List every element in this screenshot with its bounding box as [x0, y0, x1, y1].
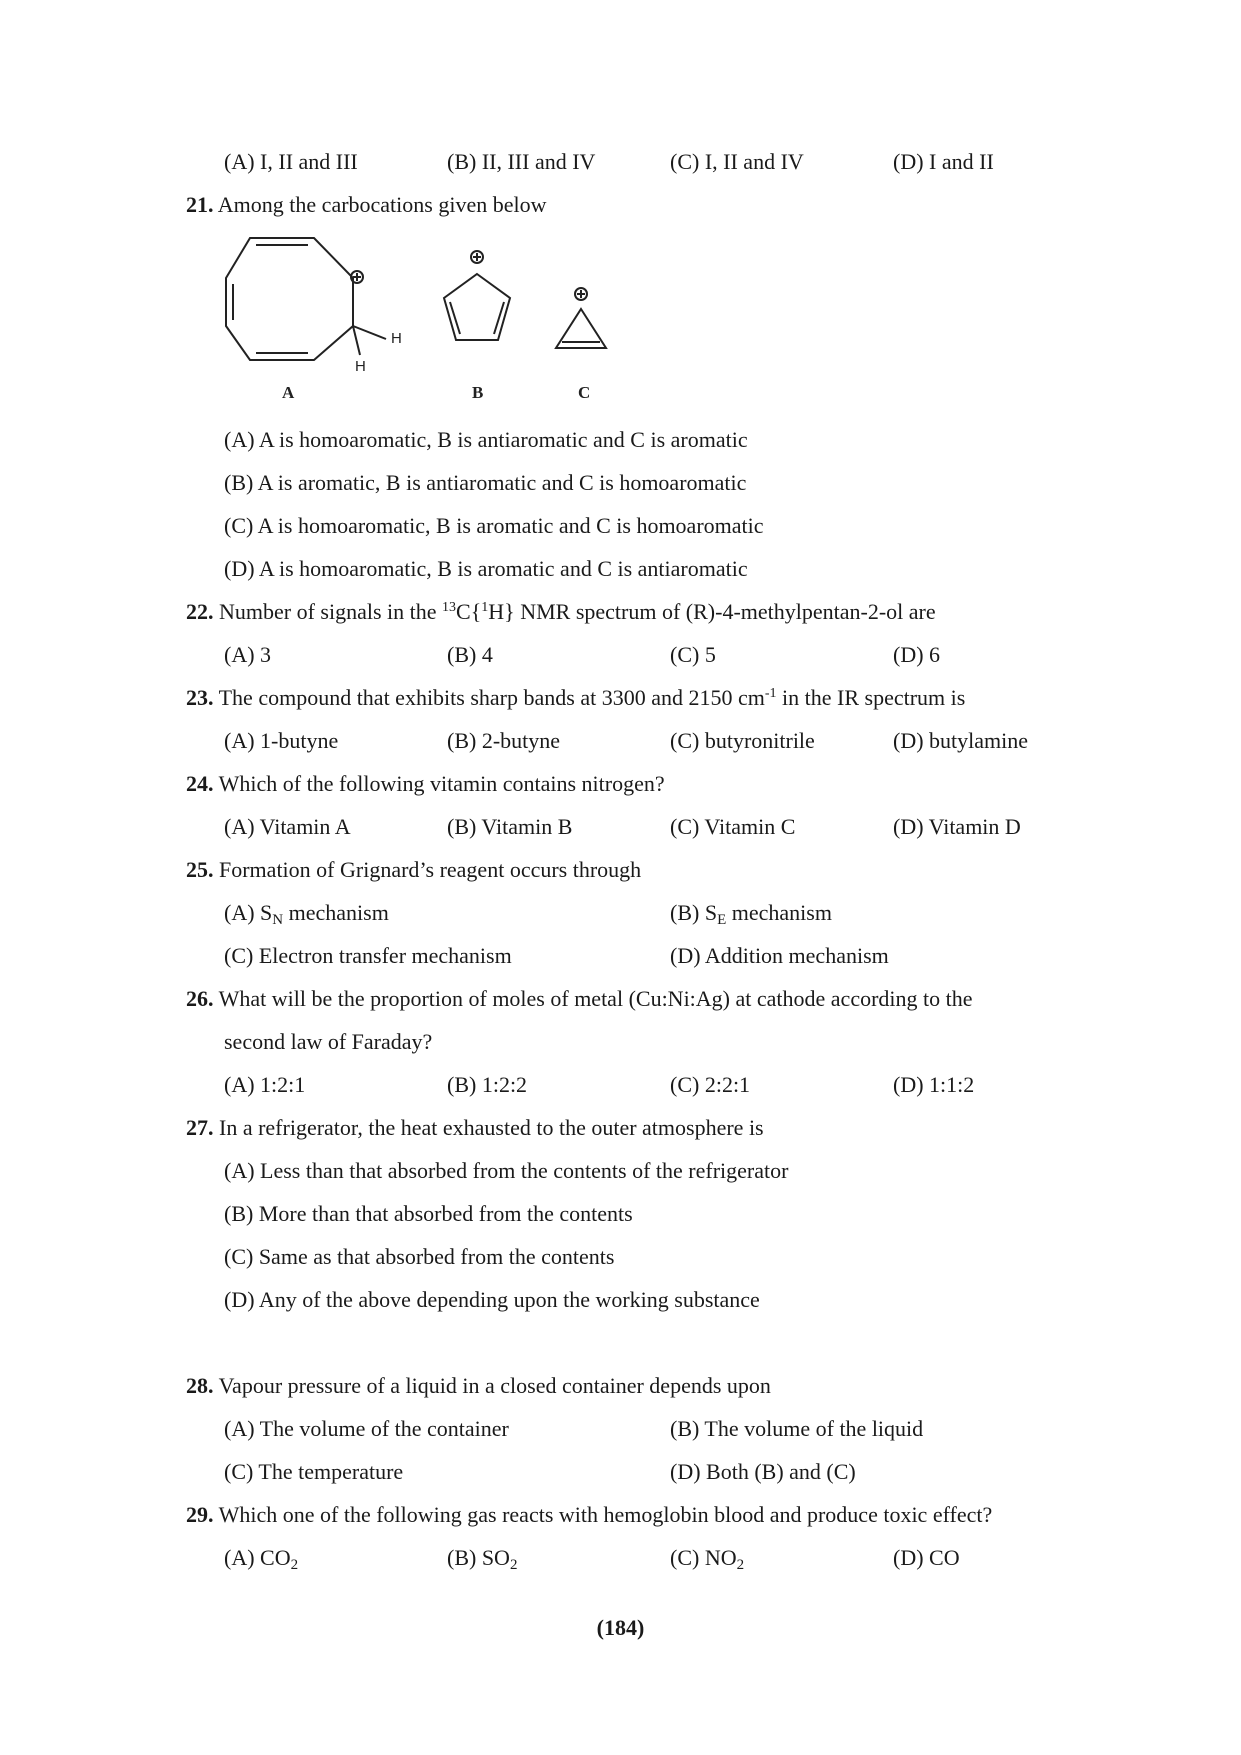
q23-option-b: (B) 2-butyne: [447, 728, 561, 753]
q21-option-c: (C) A is homoaromatic, B is aromatic and C is homoaromatic: [224, 513, 764, 538]
q25-option-b: (B) $S_E$ mechanism: [670, 900, 832, 928]
question-text: Among the carbocations given below: [217, 192, 547, 217]
q29-option-b: (B) $SO_2$: [447, 1545, 518, 1573]
q27-option-a: (A) Less than that absorbed from the contents of the refrigerator: [224, 1158, 789, 1183]
q21-option-d: (D) A is homoaromatic, B is aromatic and C is antiaromatic: [224, 556, 748, 581]
q26-option-d: (D) 1:1:2: [893, 1072, 975, 1097]
q28-option-d: (D) Both (B) and (C): [670, 1459, 856, 1484]
question-28: [186, 1375, 771, 1397]
q24-option-a: (A) Vitamin A: [224, 814, 351, 839]
prev-option-c: (C) I, II and IV: [670, 149, 804, 174]
prev-option-d: (D) I and II: [893, 149, 994, 174]
q26-option-b: (B) 1:2:2: [447, 1072, 528, 1097]
prev-option-b: (B) II, III and IV: [447, 149, 596, 174]
question-26-continued: second law of Faraday?: [224, 1029, 433, 1054]
hydrogen-label: H: [355, 358, 366, 375]
question-number: 27.: [186, 1115, 214, 1140]
page-number: (184): [596, 1615, 645, 1640]
question-number: 23.: [186, 685, 214, 710]
prev-option-a: (A) I, II and III: [224, 149, 358, 174]
q21-option-b: (B) A is aromatic, B is antiaromatic and C is homoaromatic: [224, 470, 747, 495]
question-24: [186, 773, 665, 795]
q29-option-c: (C) $NO_2$: [670, 1545, 745, 1573]
question-25: [186, 859, 641, 881]
q27-option-c: (C) Same as that absorbed from the contents: [224, 1244, 615, 1269]
question-26: [186, 988, 973, 1010]
q26-option-c: (C) 2:2:1: [670, 1072, 751, 1097]
cyclooctatriene-ring: [226, 238, 353, 360]
q29-option-a: (A) $CO_2$: [224, 1545, 299, 1573]
q23-option-a: (A) 1-butyne: [224, 728, 339, 753]
question-text: The compound that exhibits sharp bands at 3300 and 2150 $cm^{-1}$ in the IR spectrum is: [218, 685, 966, 710]
q24-option-d: (D) Vitamin D: [893, 814, 1021, 839]
question-text: Vapour pressure of a liquid in a closed container depends upon: [218, 1373, 771, 1398]
question-number: 24.: [186, 771, 214, 796]
q25-option-d: (D) Addition mechanism: [670, 943, 889, 968]
question-text: Number of signals in the $^{13}$C{$^1$H} NMR spectrum of (R)-4-methylpentan-2-ol are: [219, 599, 936, 624]
question-number: 21.: [186, 192, 214, 217]
q21-option-a: (A) A is homoaromatic, B is antiaromatic and C is aromatic: [224, 427, 748, 452]
label-c: C: [578, 383, 591, 402]
q29-option-d: (D) CO: [893, 1545, 960, 1570]
q25-option-a: (A) $S_N$ mechanism: [224, 900, 389, 928]
label-b: B: [472, 383, 484, 402]
question-number: 28.: [186, 1373, 214, 1398]
q22-option-d: (D) 6: [893, 642, 941, 667]
q23-option-d: (D) butylamine: [893, 728, 1029, 753]
q24-option-c: (C) Vitamin C: [670, 814, 796, 839]
cyclopentadiene-ring: [444, 274, 510, 340]
question-29: [186, 1504, 992, 1526]
q28-option-c: (C) The temperature: [224, 1459, 404, 1484]
carbocation-structures: [210, 222, 630, 412]
question-number: 25.: [186, 857, 214, 882]
question-number: 22.: [186, 599, 214, 624]
question-text: What will be the proportion of moles of metal (Cu:Ni:Ag) at cathode according to the: [218, 986, 973, 1011]
q27-option-b: (B) More than that absorbed from the contents: [224, 1201, 633, 1226]
q26-option-a: (A) 1:2:1: [224, 1072, 306, 1097]
question-text: Which of the following vitamin contains nitrogen?: [218, 771, 665, 796]
q22-option-a: (A) 3: [224, 642, 272, 667]
label-a: A: [282, 383, 295, 402]
question-27: [186, 1117, 764, 1139]
q23-option-c: (C) butyronitrile: [670, 728, 815, 753]
q22-option-c: (C) 5: [670, 642, 716, 667]
question-text: In a refrigerator, the heat exhausted to the outer atmosphere is: [219, 1115, 764, 1140]
q22-option-b: (B) 4: [447, 642, 493, 667]
q28-option-b: (B) The volume of the liquid: [670, 1416, 924, 1441]
question-22: [186, 601, 936, 623]
q28-option-a: (A) The volume of the container: [224, 1416, 509, 1441]
q25-option-c: (C) Electron transfer mechanism: [224, 943, 512, 968]
question-text: Which one of the following gas reacts with hemoglobin blood and produce toxic effect?: [218, 1502, 993, 1527]
hydrogen-label: H: [391, 330, 402, 347]
question-text: Formation of Grignard’s reagent occurs through: [219, 857, 642, 882]
question-23: [186, 687, 965, 709]
question-number: 26.: [186, 986, 214, 1011]
question-number: 29.: [186, 1502, 214, 1527]
q24-option-b: (B) Vitamin B: [447, 814, 573, 839]
question-21: [186, 194, 547, 216]
q27-option-d: (D) Any of the above depending upon the working substance: [224, 1287, 760, 1312]
